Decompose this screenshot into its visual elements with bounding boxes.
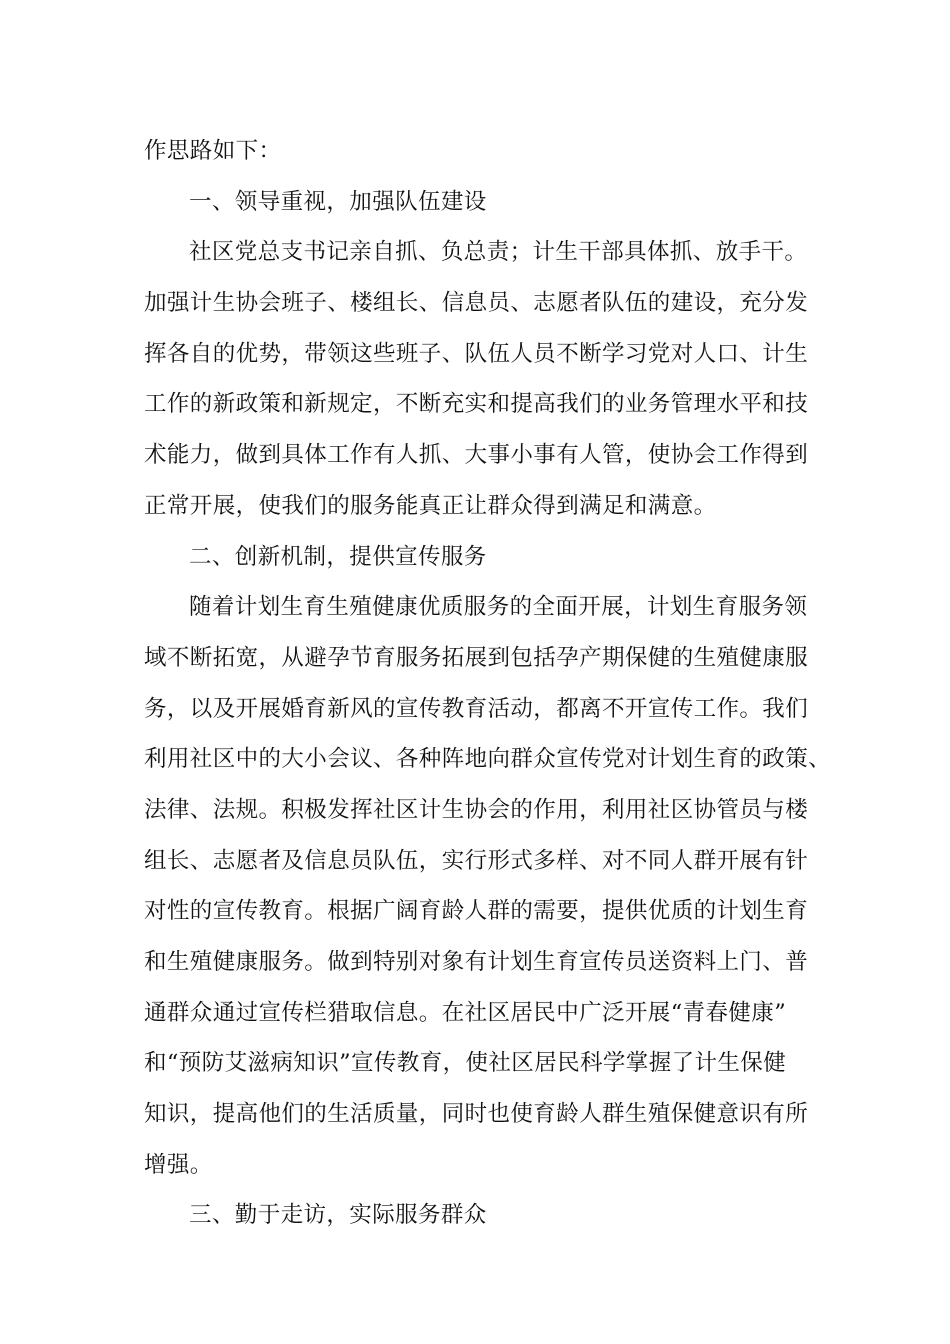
- paragraph-line: 术能力，做到具体工作有人抓、大事小事有人管，使协会工作得到: [144, 442, 809, 469]
- section-heading: 三、勤于走访，实际服务群众: [189, 1202, 487, 1229]
- paragraph-line: 法律、法规。积极发挥社区计生协会的作用，利用社区协管员与楼: [144, 796, 809, 823]
- paragraph-line: 正常开展，使我们的服务能真正让群众得到满足和满意。: [144, 492, 717, 519]
- paragraph-line: 加强计生协会班子、楼组长、信息员、志愿者队伍的建设，充分发: [144, 290, 809, 317]
- section-heading: 二、创新机制，提供宣传服务: [189, 543, 487, 570]
- paragraph-line: 组长、志愿者及信息员队伍，实行形式多样、对不同人群开展有针: [144, 847, 809, 874]
- paragraph-line: 通群众通过宣传栏猎取信息。在社区居民中广泛开展“青春健康”: [144, 999, 787, 1026]
- section-heading: 一、领导重视，加强队伍建设: [189, 188, 487, 215]
- paragraph-line: 和“预防艾滋病知识”宣传教育，使社区居民科学掌握了计生保健: [144, 1050, 787, 1077]
- paragraph-line: 作思路如下：: [144, 138, 282, 164]
- paragraph-line: 工作的新政策和新规定，不断充实和提高我们的业务管理水平和技: [144, 391, 809, 418]
- paragraph-line: 务，以及开展婚育新风的宣传教育活动，都离不开宣传工作。我们: [144, 695, 809, 722]
- paragraph-line: 知识，提高他们的生活质量，同时也使育龄人群生殖保健意识有所: [144, 1101, 809, 1128]
- paragraph-line: 增强。: [144, 1151, 213, 1178]
- paragraph-line: 挥各自的优势，带领这些班子、队伍人员不断学习党对人口、计生: [144, 340, 809, 367]
- paragraph-line: 域不断拓宽，从避孕节育服务拓展到包括孕产期保健的生殖健康服: [144, 644, 809, 671]
- paragraph-line: 随着计划生育生殖健康优质服务的全面开展，计划生育服务领: [189, 594, 808, 621]
- paragraph-line: 利用社区中的大小会议、各种阵地向群众宣传党对计划生育的政策、: [144, 746, 832, 773]
- document-body: [144, 126, 832, 1241]
- paragraph-line: 和生殖健康服务。做到特别对象有计划生育宣传员送资料上门、普: [144, 949, 809, 975]
- paragraph-line: 社区党总支书记亲自抓、负总责；计生干部具体抓、放手干。: [189, 239, 808, 266]
- paragraph-line: 对性的宣传教育。根据广阔育龄人群的需要，提供优质的计划生育: [144, 898, 809, 925]
